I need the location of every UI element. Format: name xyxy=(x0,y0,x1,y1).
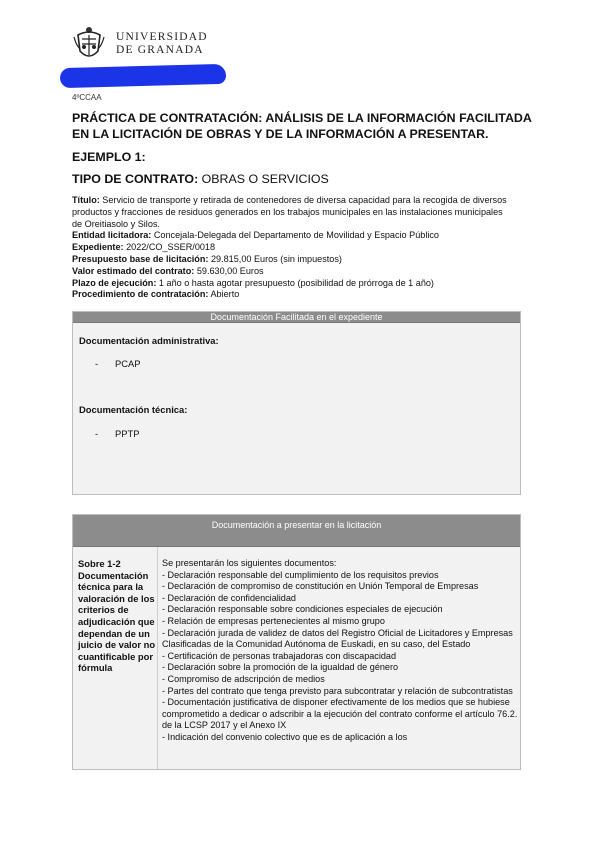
university-name-line2: DE GRANADA xyxy=(116,44,204,56)
detail-value: 59.630,00 Euros xyxy=(194,265,264,276)
detail-label: Procedimiento de contratación: xyxy=(72,289,209,300)
present-docs-box xyxy=(72,514,521,770)
contract-type-value: OBRAS O SERVICIOS xyxy=(198,172,329,186)
page-title: PRÁCTICA DE CONTRATACIÓN: ANÁLISIS DE LA INFORMACIÓN FACILITADA EN LA LICITACIÓN DE OBRAS Y DE LA INFORMACIÓN A PRESENTAR. xyxy=(72,111,532,141)
university-header xyxy=(72,24,208,64)
detail-value: 2022/CO_SSER/0018 xyxy=(123,242,216,253)
contract-type-label: TIPO DE CONTRATO: xyxy=(72,172,199,186)
detail-value: Abierto xyxy=(208,289,240,300)
facilitated-docs-box xyxy=(72,311,521,495)
tech-docs-title: Documentación técnica: xyxy=(79,404,188,415)
detail-value: 1 año o hasta agotar presupuesto (posibilidad de prórroga de 1 año) xyxy=(156,277,434,288)
list-item: - Declaración de confidencialidad xyxy=(162,592,296,603)
detail-label: Entidad licitadora: xyxy=(72,230,152,241)
tech-doc-label: PPTP xyxy=(115,428,140,439)
university-crest-icon xyxy=(72,25,106,63)
admin-docs-title: Documentación administrativa: xyxy=(79,335,219,346)
university-name xyxy=(116,31,208,57)
dash-bullet: - xyxy=(95,358,99,369)
detail-value: 29.815,00 Euros (sin impuestos) xyxy=(208,253,342,264)
detail-value: Concejala-Delegada del Departamento de Movilidad y Espacio Público xyxy=(151,230,439,241)
list-item: - Declaración responsable sobre condiciones especiales de ejecución xyxy=(162,604,443,615)
redaction-mark xyxy=(60,64,226,88)
admin-doc-label: PCAP xyxy=(115,358,141,369)
detail-label: Título: xyxy=(72,195,100,205)
university-name-line1: UNIVERSIDAD xyxy=(116,31,208,43)
list-item: - Documentación justificativa de disponer efectivamente de los medios que se hubiese comprometido a dedicar o adscribir a la ejecución del contrato conforme el artículo 76.2. de la LCSP 2017 y el Anexo IX xyxy=(162,697,518,731)
detail-title xyxy=(72,195,512,230)
list-item: - Compromiso de adscripción de medios xyxy=(162,673,325,684)
course-code: 4ºCCAA xyxy=(72,93,102,102)
tech-doc-item xyxy=(95,428,140,439)
required-docs-list xyxy=(162,558,520,744)
list-item: - Partes del contrato que tenga previsto para subcontratar y relación de subcontratistas xyxy=(162,685,513,696)
detail-value: Servicio de transporte y retirada de contenedores de diversa capacidad para la recogida de diversos productos y fracciones de residuos generados en los trabajos municipales en las instalaciones municipales de Oreitiasolo y Silos. xyxy=(72,195,507,229)
detail-label: Expediente: xyxy=(72,242,124,253)
dash-bullet: - xyxy=(95,428,99,439)
list-item: - Certificación de personas trabajadoras con discapacidad xyxy=(162,650,397,661)
detail-entity xyxy=(72,230,512,242)
detail-estimated-value xyxy=(72,266,512,278)
list-item: - Relación de empresas pertenecientes al mismo grupo xyxy=(162,615,385,626)
list-item: Se presentarán los siguientes documentos: xyxy=(162,558,337,568)
example-label: EJEMPLO 1: xyxy=(72,150,146,164)
detail-label: Valor estimado del contrato: xyxy=(72,265,195,276)
sobre-label: Sobre 1-2 Documentación técnica para la valoración de los criterios de adjudicación que dependan de un juicio de valor no cuantificable por fórmula xyxy=(78,558,156,674)
detail-label: Presupuesto base de licitación: xyxy=(72,253,209,264)
list-item: - Indicación del convenio colectivo que es de aplicación a los xyxy=(162,731,408,742)
list-item: - Declaración de compromiso de constitución en Unión Temporal de Empresas xyxy=(162,581,479,592)
column-divider xyxy=(157,547,158,769)
list-item: - Declaración responsable del cumplimiento de los requisitos previos xyxy=(162,569,439,580)
present-docs-header: Documentación a presentar en la licitación xyxy=(73,515,520,547)
list-item: - Declaración jurada de validez de datos del Registro Oficial de Licitadores y Empresas Clasificadas de la Comunidad Autónoma de Euskadi, en su caso, del Estado xyxy=(162,627,513,650)
facilitated-docs-header: Documentación Facilitada en el expediente xyxy=(73,312,520,323)
admin-doc-item xyxy=(95,358,141,369)
detail-file xyxy=(72,242,512,254)
detail-term xyxy=(72,278,512,290)
detail-procedure xyxy=(72,289,512,301)
detail-budget xyxy=(72,254,512,266)
detail-label: Plazo de ejecución: xyxy=(72,277,157,288)
list-item: - Declaración sobre la promoción de la igualdad de género xyxy=(162,662,399,673)
contract-details xyxy=(72,195,512,301)
contract-type xyxy=(72,172,329,186)
